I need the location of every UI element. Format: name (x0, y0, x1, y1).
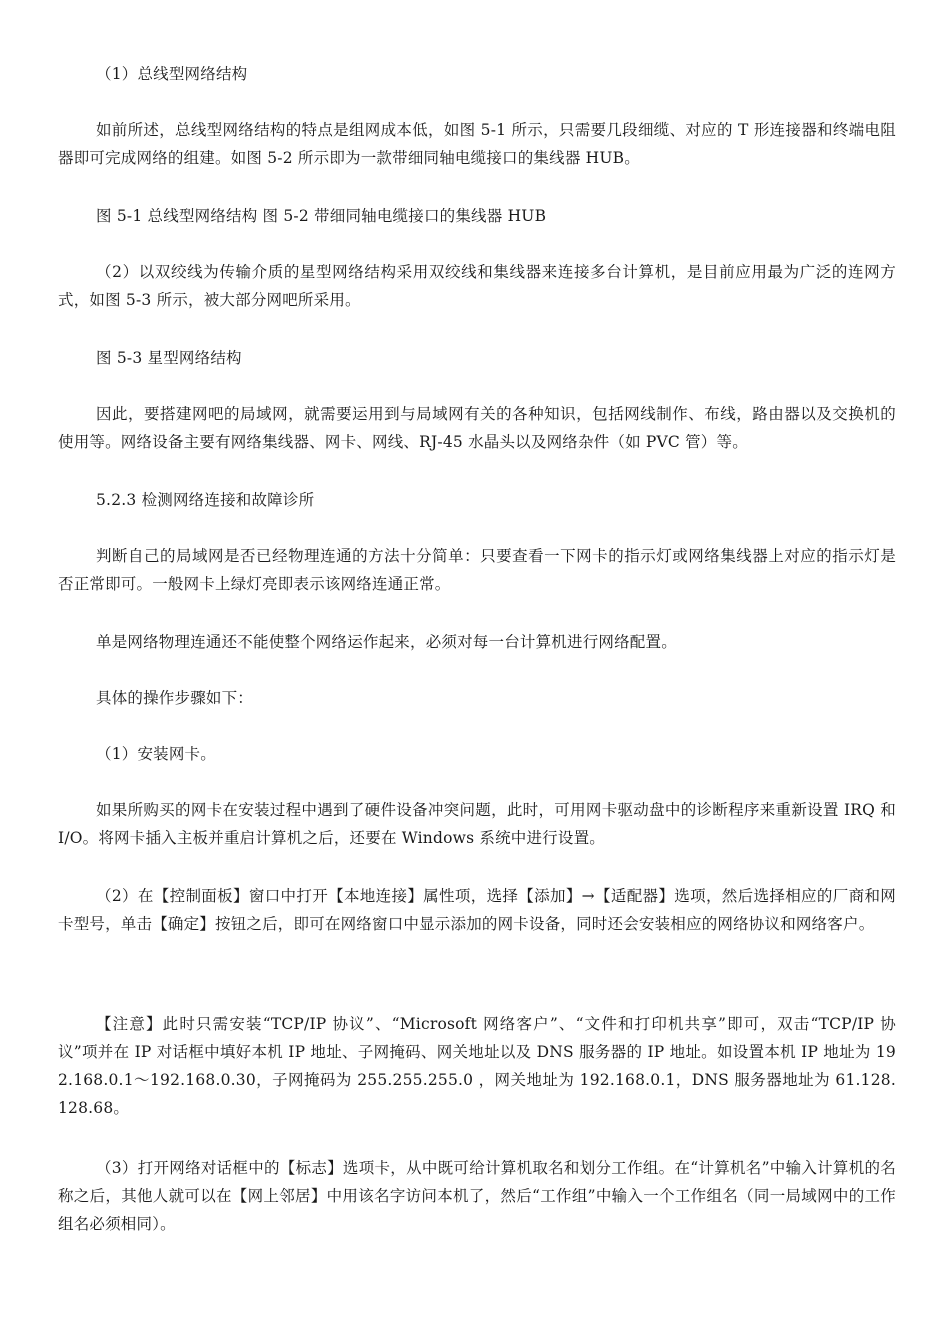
step-2-control-panel: （2）在【控制面板】窗口中打开【本地连接】属性项，选择【添加】→【适配器】选项，然后选择相应的厂商和网卡型号，单击【确定】按钮之后，即可在网络窗口中显示添加的网卡设备，同时还会安装相应的网络协议和网络客户。 (58, 887, 896, 933)
paragraph-network-config: 单是网络物理连通还不能使整个网络运作起来，必须对每一台计算机进行网络配置。 (96, 633, 677, 651)
paragraph-star-topology: （2）以双绞线为传输介质的星型网络结构采用双绞线和集线器来连接多台计算机，是目前应用最为广泛的连网方式，如图 5-3 所示，被大部分网吧所采用。 (58, 263, 896, 309)
step-3-identification-tab: （3）打开网络对话框中的【标志】选项卡，从中既可给计算机取名和划分工作组。在“计算机名”中输入计算机的名称之后，其他人就可以在【网上邻居】中用该名字访问本机了，然后“工作组”中输入一个工作组名（同一局域网中的工作组名必须相同）。 (58, 1159, 896, 1233)
step-1-install-nic: （1）安装网卡。 (96, 745, 216, 763)
paragraph-bus-topology-desc: 如前所述，总线型网络结构的特点是组网成本低，如图 5-1 所示，只需要几段细缆、对应的 T 形连接器和终端电阻器即可完成网络的组建。如图 5-2 所示即为一款带细同轴电缆接口的集线器 HUB。 (58, 121, 896, 167)
section-heading-5-2-3: 5.2.3 检测网络连接和故障诊所 (96, 491, 315, 509)
paragraph-bus-topology-heading: （1）总线型网络结构 (96, 65, 248, 83)
paragraph-lan-knowledge: 因此，要搭建网吧的局域网，就需要运用到与局域网有关的各种知识，包括网线制作、布线，路由器以及交换机的使用等。网络设备主要有网络集线器、网卡、网线、RJ-45 水晶头以及网络杂件（如 PVC 管）等。 (58, 405, 896, 451)
paragraph-steps-intro: 具体的操作步骤如下： (96, 689, 254, 707)
paragraph-note-tcpip: 【注意】此时只需安装“TCP/IP 协议”、“Microsoft 网络客户”、“文件和打印机共享”即可，双击“TCP/IP 协议”项并在 IP 对话框中填好本机 IP 地址、子网掩码、网关地址以及 DNS 服务器的 IP 地址。如设置本机 IP 地址为 192.168.0.1～192.168.0.30，子网掩码为 255.255.255.0 ，网关地址为 192.168.0.1，DNS 服务器地址为 61.128.128.68。 (58, 1015, 896, 1117)
figure-caption-5-1-5-2: 图 5-1 总线型网络结构 图 5-2 带细同轴电缆接口的集线器 HUB (96, 207, 547, 225)
figure-caption-5-3: 图 5-3 星型网络结构 (96, 349, 242, 367)
paragraph-physical-connection: 判断自己的局域网是否已经物理连通的方法十分简单：只要查看一下网卡的指示灯或网络集线器上对应的指示灯是否正常即可。一般网卡上绿灯亮即表示该网络连通正常。 (58, 547, 896, 593)
paragraph-hardware-conflict: 如果所购买的网卡在安装过程中遇到了硬件设备冲突问题，此时，可用网卡驱动盘中的诊断程序来重新设置 IRQ 和 I/O。将网卡插入主板并重启计算机之后，还要在 Windows 系统中进行设置。 (58, 801, 896, 847)
